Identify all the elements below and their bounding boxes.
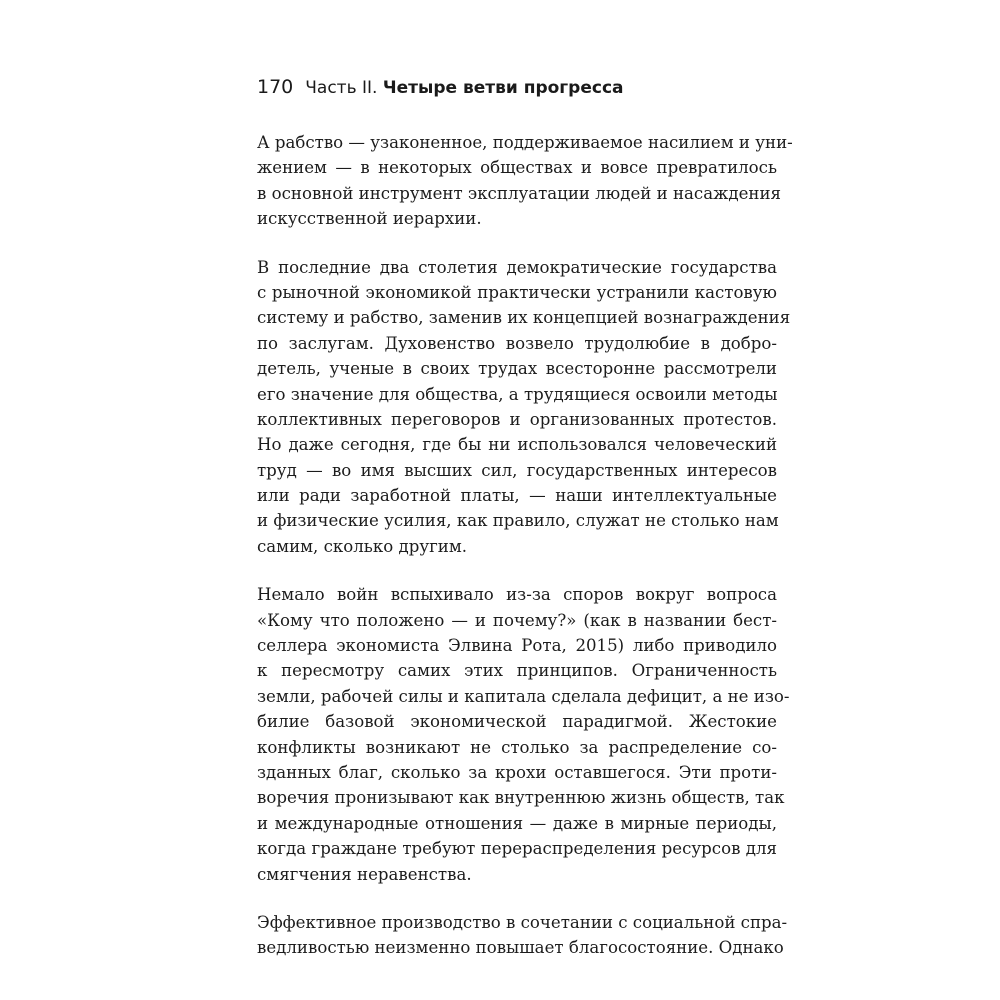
page-number: 170 — [257, 76, 294, 98]
text-line: самим, сколько другим. — [257, 536, 468, 556]
text-line: земли, рабочей силы и капитала сделала дефицит, а не изо- — [257, 686, 790, 706]
paragraph-1 — [257, 130, 793, 232]
text-line: ведливостью неизменно повышает благосостояние. Однако — [257, 938, 784, 958]
part-label: Часть II. — [305, 78, 378, 98]
chapter-title: Четыре ветви прогресса — [382, 78, 624, 98]
text-line: с рыночной экономикой практически устранили кастовую — [257, 282, 777, 302]
text-line: и международные отношения — даже в мирные периоды, — [257, 813, 777, 833]
text-line: к пересмотру самих этих принципов. Ограниченность — [257, 661, 777, 681]
text-line: селлера экономиста Элвина Рота, 2015) либо приводило — [257, 636, 777, 656]
paragraph-4 — [257, 910, 788, 961]
text-line: конфликты возникают не столько за распределение со- — [257, 737, 777, 757]
text-line: жением — в некоторых обществах и вовсе превратилось — [257, 158, 777, 178]
body-text — [257, 130, 793, 984]
paragraph-3 — [257, 582, 790, 887]
text-line: А рабство — узаконенное, поддерживаемое насилием и уни- — [257, 133, 793, 152]
text-line: В последние два столетия демократические государства — [257, 257, 777, 277]
text-line: детель, ученые в своих трудах всесторонне рассмотрели — [257, 359, 777, 379]
text-line: или ради заработной платы, — наши интеллектуальные — [257, 486, 777, 506]
text-line: систему и рабство, заменив их концепцией вознаграждения — [257, 308, 791, 328]
text-line: и физические усилия, как правило, служат не столько нам — [257, 511, 779, 531]
text-line: воречия пронизывают как внутреннюю жизнь обществ, так — [257, 788, 785, 808]
text-line: когда граждане требуют перераспределения ресурсов для — [257, 839, 777, 859]
text-line: его значение для общества, а трудящиеся освоили методы — [257, 384, 778, 404]
text-line: Немало войн вспыхивало из-за споров вокруг вопроса — [257, 585, 777, 605]
text-line: искусственной иерархии. — [257, 209, 482, 229]
text-line: в основной инструмент эксплуатации людей и насаждения — [257, 183, 781, 203]
text-line: билие базовой экономической парадигмой. Жестокие — [257, 712, 777, 732]
text-line: Эффективное производство в сочетании с социальной спра- — [257, 912, 788, 932]
text-line: зданных благ, сколько за крохи оставшегося. Эти проти- — [257, 762, 777, 782]
text-line: Но даже сегодня, где бы ни использовался человеческий — [257, 435, 777, 455]
text-line: по заслугам. Духовенство возвело трудолюбие в добро- — [257, 333, 777, 353]
running-head — [257, 72, 624, 102]
text-line: смягчения неравенства. — [257, 864, 472, 884]
paragraph-2 — [257, 255, 791, 560]
text-line: коллективных переговоров и организованных протестов. — [257, 409, 777, 429]
text-line: «Кому что положено — и почему?» (как в названии бест- — [257, 610, 777, 630]
text-line: труд — во имя высших сил, государственных интересов — [257, 460, 777, 480]
